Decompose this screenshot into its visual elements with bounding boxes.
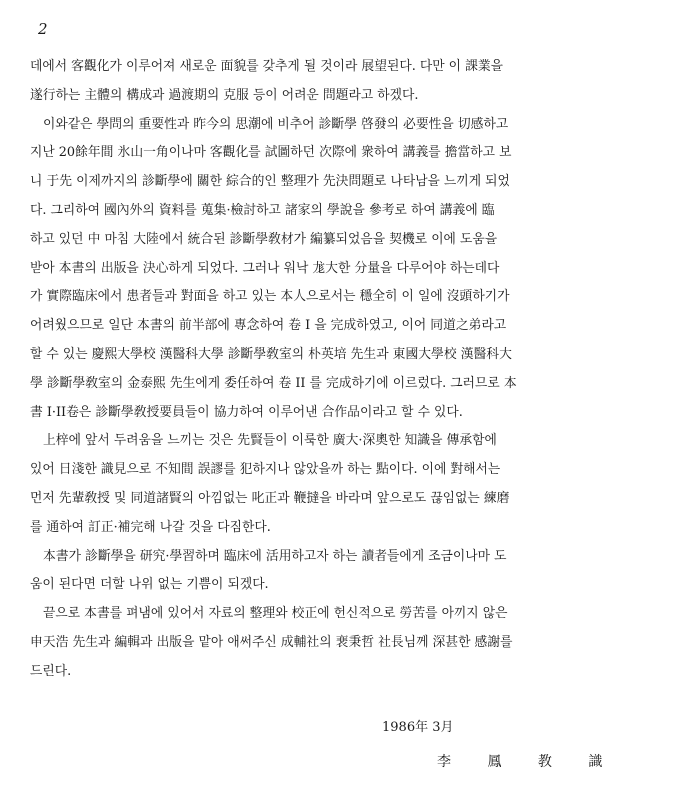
text-line: 먼저 先輩敎授 및 同道諸賢의 아낌없는 叱正과 鞭撻을 바라며 앞으로도 끊임없는 練磨 bbox=[30, 490, 510, 506]
text-line: 다. 그리하여 國內外의 資料를 蒐集·檢討하고 諸家의 學說을 參考로 하여 講義에 臨 bbox=[30, 202, 495, 218]
text-line: 上梓에 앞서 두려움을 느끼는 것은 先賢들이 이룩한 廣大·深奧한 知識을 傳承함에 bbox=[43, 433, 497, 449]
author-signature: 李 鳳 教 識 bbox=[437, 754, 619, 770]
text-line: 어려웠으므로 일단 本書의 前半部에 專念하여 卷 I 을 完成하였고, 이어 同道之弟라고 bbox=[30, 318, 507, 334]
text-line: 할 수 있는 慶熙大學校 漢醫科大學 診斷學敎室의 朴英培 先生과 東國大學校 漢醫科大 bbox=[30, 346, 512, 362]
text-line: 가 實際臨床에서 患者들과 對面을 하고 있는 本人으로서는 穩全히 이 일에 沒頭하기가 bbox=[30, 289, 510, 305]
text-line: 지난 20餘年間 氷山一角이나마 客觀化를 試圖하던 次際에 衆하여 講義를 擔當하고 보 bbox=[30, 145, 512, 161]
text-line: 이와같은 學問의 重要性과 昨今의 思潮에 비추어 診斷學 啓發의 必要性을 切感하고 bbox=[43, 116, 509, 132]
text-line: 書 I·II卷은 診斷學敎授要員들이 協力하여 이루어낸 合作品이라고 할 수 있다. bbox=[30, 404, 463, 420]
text-line: 받아 本書의 出版을 決心하게 되었다. 그러나 워낙 尨大한 分量을 다루어야 하는데다 bbox=[30, 260, 500, 276]
text-line: 데에서 客觀化가 이루어져 새로운 面貌를 갖추게 될 것이라 展望된다. 다만 이 課業을 bbox=[30, 59, 504, 74]
text-line: 움이 된다면 더할 나위 없는 기쁨이 되겠다. bbox=[30, 577, 269, 593]
text-line: 있어 日淺한 識見으로 不知間 誤謬를 犯하지나 않았을까 하는 點이다. 이에 對해서는 bbox=[30, 462, 501, 478]
text-line: 니 于先 이제까지의 診斷學에 關한 綜合的인 整理가 先決問題로 나타남을 느끼게 되었 bbox=[30, 174, 510, 190]
text-line: 를 通하여 訂正·補完해 나갈 것을 다짐한다. bbox=[30, 519, 271, 535]
text-line: 드린다. bbox=[30, 663, 72, 679]
date-line: 1986年 3月 bbox=[382, 720, 454, 735]
page-number: 2 bbox=[38, 20, 48, 38]
preface-body bbox=[30, 53, 666, 687]
text-line: 本書가 診斷學을 研究·學習하며 臨床에 活用하고자 하는 讀者들에게 조금이나마 도 bbox=[43, 548, 507, 564]
text-line: 하고 있던 中 마침 大陸에서 統合된 診斷學敎材가 編纂되었음을 契機로 이에 도움을 bbox=[30, 231, 498, 247]
text-line: 學 診斷學敎室의 金泰熙 先生에게 委任하여 卷 II 를 完成하기에 이르렀다. 그러므로 本 bbox=[30, 375, 517, 391]
text-line: 申天浩 先生과 編輯과 出版을 맡아 애써주신 成輔社의 裵秉哲 社長님께 深甚한 感謝를 bbox=[30, 634, 513, 650]
text-line: 遂行하는 主體의 構成과 過渡期의 克服 등이 어려운 問題라고 하겠다. bbox=[30, 87, 419, 103]
text-line: 끝으로 本書를 펴냄에 있어서 자료의 整理와 校正에 헌신적으로 勞苦를 아끼지 않은 bbox=[43, 606, 508, 622]
